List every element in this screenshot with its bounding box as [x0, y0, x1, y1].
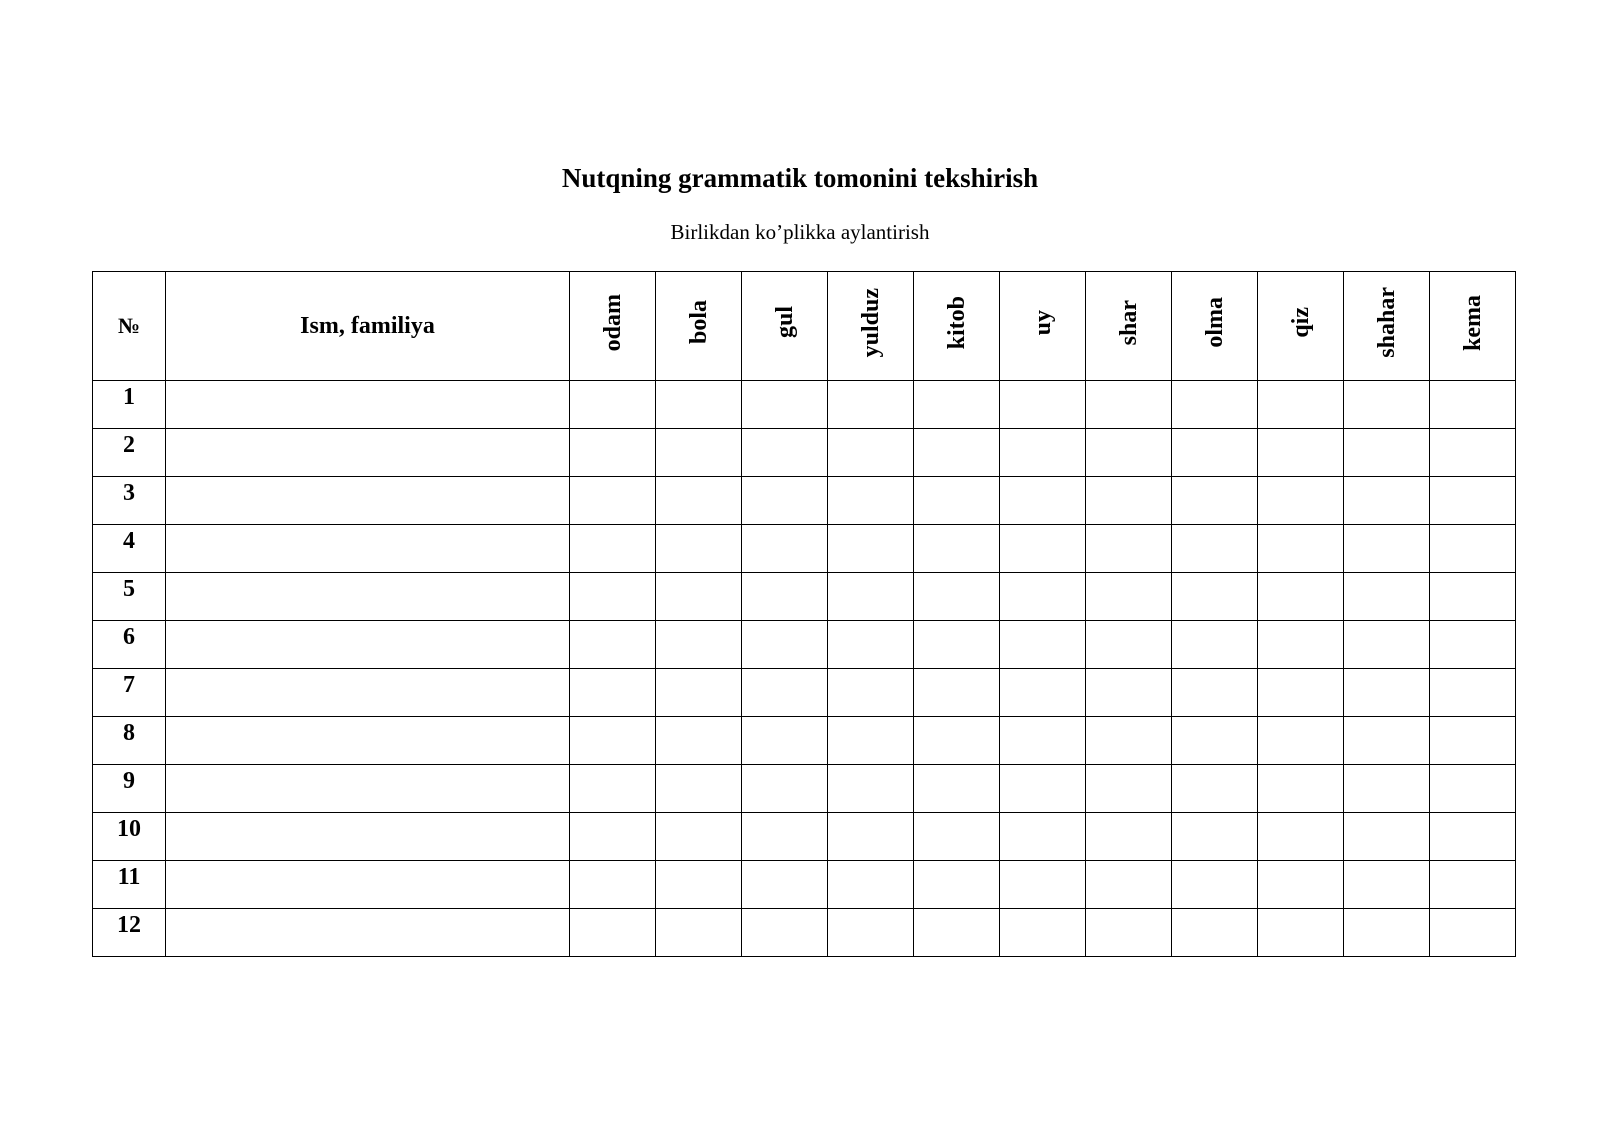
answer-cell[interactable] [914, 861, 1000, 909]
answer-cell[interactable] [570, 621, 656, 669]
table-header-row [93, 272, 1516, 381]
answer-cell[interactable] [656, 765, 742, 813]
answer-cell[interactable] [1086, 381, 1172, 429]
answer-cell[interactable] [1430, 861, 1516, 909]
answer-cell[interactable] [1172, 909, 1258, 957]
header-word-bola [656, 272, 742, 381]
answer-cell[interactable] [742, 669, 828, 717]
answer-cell[interactable] [656, 381, 742, 429]
answer-cell[interactable] [914, 909, 1000, 957]
answer-cell[interactable] [570, 429, 656, 477]
table-row [93, 765, 1516, 813]
name-cell[interactable] [166, 621, 570, 669]
row-number: 9 [93, 765, 166, 813]
answer-cell[interactable] [1344, 861, 1430, 909]
answer-cell[interactable] [1172, 429, 1258, 477]
answer-cell[interactable] [1172, 813, 1258, 861]
answer-cell[interactable] [1086, 813, 1172, 861]
name-cell[interactable] [166, 861, 570, 909]
answer-cell[interactable] [656, 573, 742, 621]
answer-cell[interactable] [1344, 909, 1430, 957]
header-name: Ism, familiya [166, 272, 570, 381]
answer-cell[interactable] [1430, 765, 1516, 813]
answer-cell[interactable] [1000, 669, 1086, 717]
answer-cell[interactable] [828, 525, 914, 573]
table-row [93, 717, 1516, 765]
row-number: 10 [93, 813, 166, 861]
answer-cell[interactable] [1258, 861, 1344, 909]
answer-cell[interactable] [828, 813, 914, 861]
answer-cell[interactable] [1000, 429, 1086, 477]
answer-cell[interactable] [914, 669, 1000, 717]
header-word-uy [1000, 272, 1086, 381]
row-number: 8 [93, 717, 166, 765]
answer-cell[interactable] [828, 429, 914, 477]
header-word-label: yulduz [857, 287, 884, 358]
answer-cell[interactable] [742, 573, 828, 621]
answer-cell[interactable] [828, 861, 914, 909]
answer-cell[interactable] [1000, 813, 1086, 861]
table-row [93, 909, 1516, 957]
answer-cell[interactable] [1172, 381, 1258, 429]
name-cell[interactable] [166, 525, 570, 573]
header-word-shar [1086, 272, 1172, 381]
answer-cell[interactable] [1430, 813, 1516, 861]
answer-cell[interactable] [570, 861, 656, 909]
answer-cell[interactable] [742, 813, 828, 861]
answer-cell[interactable] [1086, 429, 1172, 477]
answer-cell[interactable] [570, 813, 656, 861]
row-number: 12 [93, 909, 166, 957]
answer-cell[interactable] [1430, 381, 1516, 429]
row-number: 2 [93, 429, 166, 477]
name-cell[interactable] [166, 573, 570, 621]
answer-cell[interactable] [1430, 573, 1516, 621]
answer-cell[interactable] [1172, 573, 1258, 621]
answer-cell[interactable] [828, 717, 914, 765]
answer-cell[interactable] [1344, 477, 1430, 525]
answer-cell[interactable] [1344, 381, 1430, 429]
answer-cell[interactable] [1344, 525, 1430, 573]
header-word-olma [1172, 272, 1258, 381]
name-cell[interactable] [166, 813, 570, 861]
header-word-odam [570, 272, 656, 381]
answer-cell[interactable] [742, 621, 828, 669]
answer-cell[interactable] [656, 669, 742, 717]
answer-cell[interactable] [914, 477, 1000, 525]
answer-cell[interactable] [1258, 525, 1344, 573]
answer-cell[interactable] [828, 669, 914, 717]
answer-cell[interactable] [570, 669, 656, 717]
answer-cell[interactable] [828, 621, 914, 669]
answer-cell[interactable] [1086, 717, 1172, 765]
answer-cell[interactable] [742, 909, 828, 957]
answer-cell[interactable] [656, 861, 742, 909]
answer-cell[interactable] [914, 381, 1000, 429]
header-word-label: kema [1459, 294, 1486, 351]
answer-cell[interactable] [742, 525, 828, 573]
answer-cell[interactable] [742, 765, 828, 813]
answer-cell[interactable] [742, 429, 828, 477]
answer-cell[interactable] [656, 525, 742, 573]
answer-cell[interactable] [1430, 717, 1516, 765]
row-number: 11 [93, 861, 166, 909]
answer-cell[interactable] [742, 477, 828, 525]
answer-cell[interactable] [1086, 621, 1172, 669]
header-word-label: qiz [1287, 307, 1314, 338]
answer-cell[interactable] [1172, 765, 1258, 813]
answer-cell[interactable] [1344, 717, 1430, 765]
name-cell[interactable] [166, 909, 570, 957]
header-word-kema [1430, 272, 1516, 381]
answer-cell[interactable] [914, 717, 1000, 765]
name-cell[interactable] [166, 669, 570, 717]
header-word-label: shar [1115, 299, 1142, 346]
table-row [93, 573, 1516, 621]
answer-cell[interactable] [656, 477, 742, 525]
header-word-gul [742, 272, 828, 381]
answer-cell[interactable] [1172, 669, 1258, 717]
answer-cell[interactable] [1086, 525, 1172, 573]
answer-cell[interactable] [1000, 765, 1086, 813]
row-number: 3 [93, 477, 166, 525]
row-number: 1 [93, 381, 166, 429]
answer-cell[interactable] [1086, 477, 1172, 525]
answer-cell[interactable] [1086, 669, 1172, 717]
answer-cell[interactable] [1000, 621, 1086, 669]
answer-cell[interactable] [1086, 861, 1172, 909]
answer-cell[interactable] [1258, 813, 1344, 861]
answer-cell[interactable] [656, 813, 742, 861]
answer-cell[interactable] [914, 813, 1000, 861]
answer-cell[interactable] [1344, 429, 1430, 477]
table-row [93, 381, 1516, 429]
answer-cell[interactable] [1000, 477, 1086, 525]
header-number: № [93, 272, 166, 381]
answer-cell[interactable] [1344, 573, 1430, 621]
answer-cell[interactable] [1258, 381, 1344, 429]
answer-cell[interactable] [1000, 909, 1086, 957]
answer-cell[interactable] [570, 765, 656, 813]
row-number: 6 [93, 621, 166, 669]
answer-cell[interactable] [1430, 525, 1516, 573]
answer-cell[interactable] [1000, 381, 1086, 429]
answer-cell[interactable] [1344, 765, 1430, 813]
answer-cell[interactable] [1430, 669, 1516, 717]
header-word-label: odam [599, 293, 626, 352]
answer-cell[interactable] [656, 909, 742, 957]
answer-cell[interactable] [1258, 429, 1344, 477]
answer-cell[interactable] [914, 765, 1000, 813]
answer-cell[interactable] [1000, 717, 1086, 765]
header-word-shahar [1344, 272, 1430, 381]
answer-cell[interactable] [1344, 669, 1430, 717]
answer-cell[interactable] [914, 573, 1000, 621]
answer-cell[interactable] [742, 861, 828, 909]
answer-cell[interactable] [570, 909, 656, 957]
answer-cell[interactable] [1000, 525, 1086, 573]
answer-cell[interactable] [1172, 621, 1258, 669]
answer-cell[interactable] [1430, 429, 1516, 477]
header-word-kitob [914, 272, 1000, 381]
table-row [93, 621, 1516, 669]
header-word-label: olma [1201, 297, 1228, 348]
name-cell[interactable] [166, 765, 570, 813]
answer-cell[interactable] [828, 765, 914, 813]
answer-cell[interactable] [1344, 813, 1430, 861]
answer-cell[interactable] [1086, 909, 1172, 957]
answer-cell[interactable] [1258, 621, 1344, 669]
answer-cell[interactable] [828, 909, 914, 957]
answer-cell[interactable] [1086, 765, 1172, 813]
table-row [93, 861, 1516, 909]
answer-cell[interactable] [914, 621, 1000, 669]
answer-cell[interactable] [1430, 909, 1516, 957]
table-row [93, 525, 1516, 573]
header-word-label: kitob [943, 295, 970, 350]
answer-cell[interactable] [1344, 621, 1430, 669]
answer-cell[interactable] [1258, 477, 1344, 525]
answer-cell[interactable] [1258, 909, 1344, 957]
answer-cell[interactable] [1258, 765, 1344, 813]
answer-cell[interactable] [1172, 477, 1258, 525]
answer-cell[interactable] [828, 381, 914, 429]
answer-cell[interactable] [828, 477, 914, 525]
name-cell[interactable] [166, 477, 570, 525]
answer-cell[interactable] [656, 717, 742, 765]
page-title: Nutqning grammatik tomonini tekshirish [561, 163, 1039, 193]
answer-cell[interactable] [1172, 861, 1258, 909]
name-cell[interactable] [166, 717, 570, 765]
answer-cell[interactable] [1258, 573, 1344, 621]
answer-cell[interactable] [828, 573, 914, 621]
header-word-qiz [1258, 272, 1344, 381]
page-subtitle: Birlikdan ko’plikka aylantirish [670, 220, 930, 244]
header-word-label: shahar [1373, 287, 1400, 358]
answer-cell[interactable] [1258, 669, 1344, 717]
answer-cell[interactable] [1000, 573, 1086, 621]
answer-cell[interactable] [914, 525, 1000, 573]
assessment-table [92, 271, 1516, 957]
name-cell[interactable] [166, 381, 570, 429]
name-cell[interactable] [166, 429, 570, 477]
answer-cell[interactable] [1258, 717, 1344, 765]
answer-cell[interactable] [1172, 525, 1258, 573]
table-row [93, 813, 1516, 861]
answer-cell[interactable] [570, 573, 656, 621]
answer-cell[interactable] [1000, 861, 1086, 909]
answer-cell[interactable] [570, 717, 656, 765]
answer-cell[interactable] [742, 717, 828, 765]
answer-cell[interactable] [570, 477, 656, 525]
answer-cell[interactable] [742, 381, 828, 429]
answer-cell[interactable] [656, 429, 742, 477]
header-word-yulduz [828, 272, 914, 381]
table-body [93, 381, 1516, 957]
answer-cell[interactable] [656, 621, 742, 669]
table-row [93, 477, 1516, 525]
answer-cell[interactable] [1430, 621, 1516, 669]
header-word-label: gul [771, 306, 798, 339]
answer-cell[interactable] [1172, 717, 1258, 765]
row-number: 7 [93, 669, 166, 717]
answer-cell[interactable] [914, 429, 1000, 477]
answer-cell[interactable] [1430, 477, 1516, 525]
header-word-label: bola [685, 300, 712, 345]
answer-cell[interactable] [570, 525, 656, 573]
answer-cell[interactable] [570, 381, 656, 429]
header-word-label: uy [1029, 309, 1056, 336]
row-number: 4 [93, 525, 166, 573]
table-row [93, 429, 1516, 477]
row-number: 5 [93, 573, 166, 621]
answer-cell[interactable] [1086, 573, 1172, 621]
table-row [93, 669, 1516, 717]
